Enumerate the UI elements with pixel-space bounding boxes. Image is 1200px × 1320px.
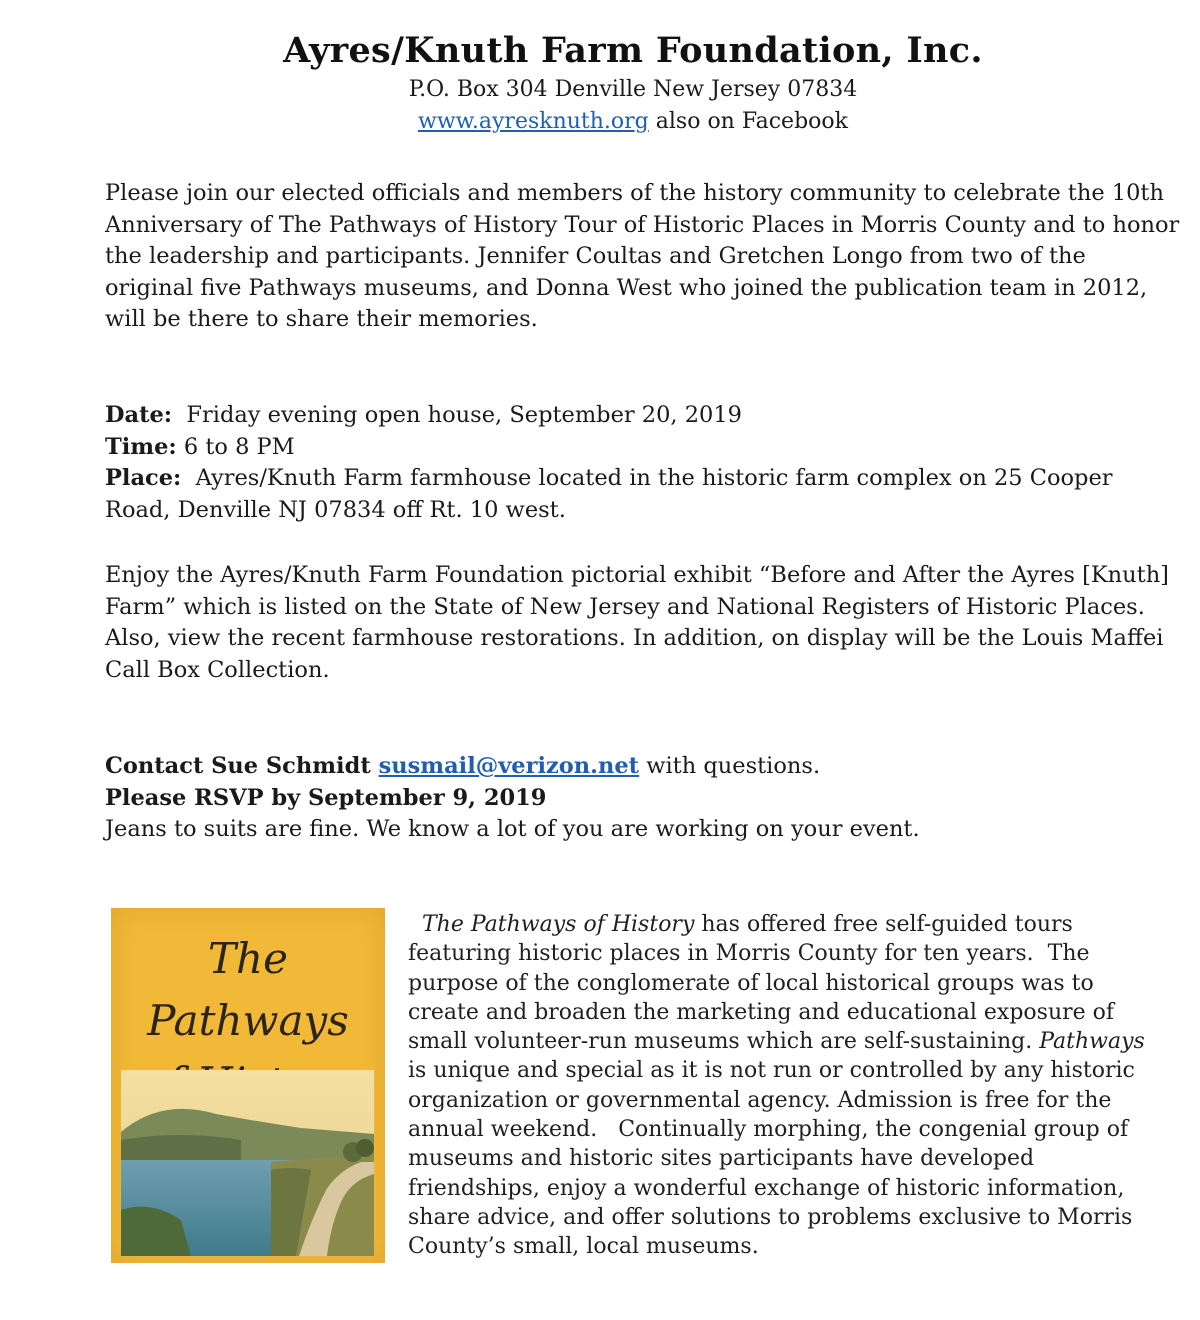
contact-lead: Contact Sue Schmidt: [105, 753, 379, 779]
postal-address: P.O. Box 304 Denville New Jersey 07834: [408, 77, 858, 102]
date-value: Friday evening open house, September 20, 2019: [172, 402, 742, 428]
place-label: Place:: [105, 465, 182, 491]
email-link[interactable]: susmail@verizon.net: [378, 753, 640, 779]
time-label: Time:: [105, 433, 177, 460]
contact-line: [105, 751, 1180, 783]
pathways-paragraph: [408, 910, 1168, 1262]
place-value: Ayres/Knuth Farm farmhouse located in the historic farm complex on 25 Cooper Road, Denville NJ 07834 off Rt. 10 west.: [105, 465, 1120, 523]
pathways-text-1: has offered free self-guided tours featuring historic places in Morris County for ten years. The purpose of the conglomerate of local historical groups was to create and broaden the marketing and educational exposure of small volunteer-run museums which are self-sustaining.: [408, 912, 1122, 1055]
date-line: [105, 400, 1180, 432]
date-label: Date:: [105, 402, 173, 428]
page-title: Ayres/Knuth Farm Foundation, Inc.: [283, 30, 983, 71]
landscape-illustration: [121, 1070, 374, 1256]
time-line: [105, 432, 1180, 464]
event-details: [105, 400, 1180, 526]
dress-code-line: Jeans to suits are fine. We know a lot of you are working on your event.: [105, 816, 920, 842]
contact-tail: with questions.: [639, 753, 821, 779]
rsvp-line: [105, 783, 1180, 815]
book-title-line-1: The Pathways: [147, 934, 349, 1045]
pathways-italic: Pathways: [1039, 1029, 1145, 1055]
pathways-text-2: is unique and special as it is not run or controlled by any historic organization or governmental agency. Admission is free for the annual weekend. Continually morphing, the congenial group of museums and historic sites participants have developed friendships, enjoy a wonderful exchange of historic information, share advice, and offer solutions to problems exclusive to Morris County’s small, local museums.: [408, 1029, 1152, 1260]
rsvp-text: Please RSVP by September 9, 2019: [105, 784, 547, 811]
intro-paragraph: Please join our elected officials and members of the history community to celebrate the 10th Anniversary of The Pathways of History Tour of Historic Places in Morris County and to honor the leadership and participants. Jennifer Coultas and Gretchen Longo from two of the original five Pathways museums, and Donna West who joined the publication team in 2012, will be there to share their memories.: [105, 180, 1180, 332]
book-cover-image: [111, 908, 385, 1263]
website-line: [0, 109, 1200, 134]
exhibit-paragraph: Enjoy the Ayres/Knuth Farm Foundation pictorial exhibit “Before and After the Ayres [Knuth] Farm” which is listed on the State of New Jersey and National Registers of Historic Places. Also, view the recent farmhouse restorations. In addition, on display will be the Louis Maffei Call Box Collection.: [105, 562, 1169, 683]
contact-section: [105, 751, 1180, 846]
website-link[interactable]: www.ayresknuth.org: [418, 109, 649, 134]
pathways-title-italic: The Pathways of History: [422, 912, 695, 937]
paragraph-indent: [408, 912, 422, 937]
place-line: [105, 463, 1180, 526]
facebook-note: also on Facebook: [648, 109, 848, 134]
time-value: 6 to 8 PM: [176, 433, 295, 460]
